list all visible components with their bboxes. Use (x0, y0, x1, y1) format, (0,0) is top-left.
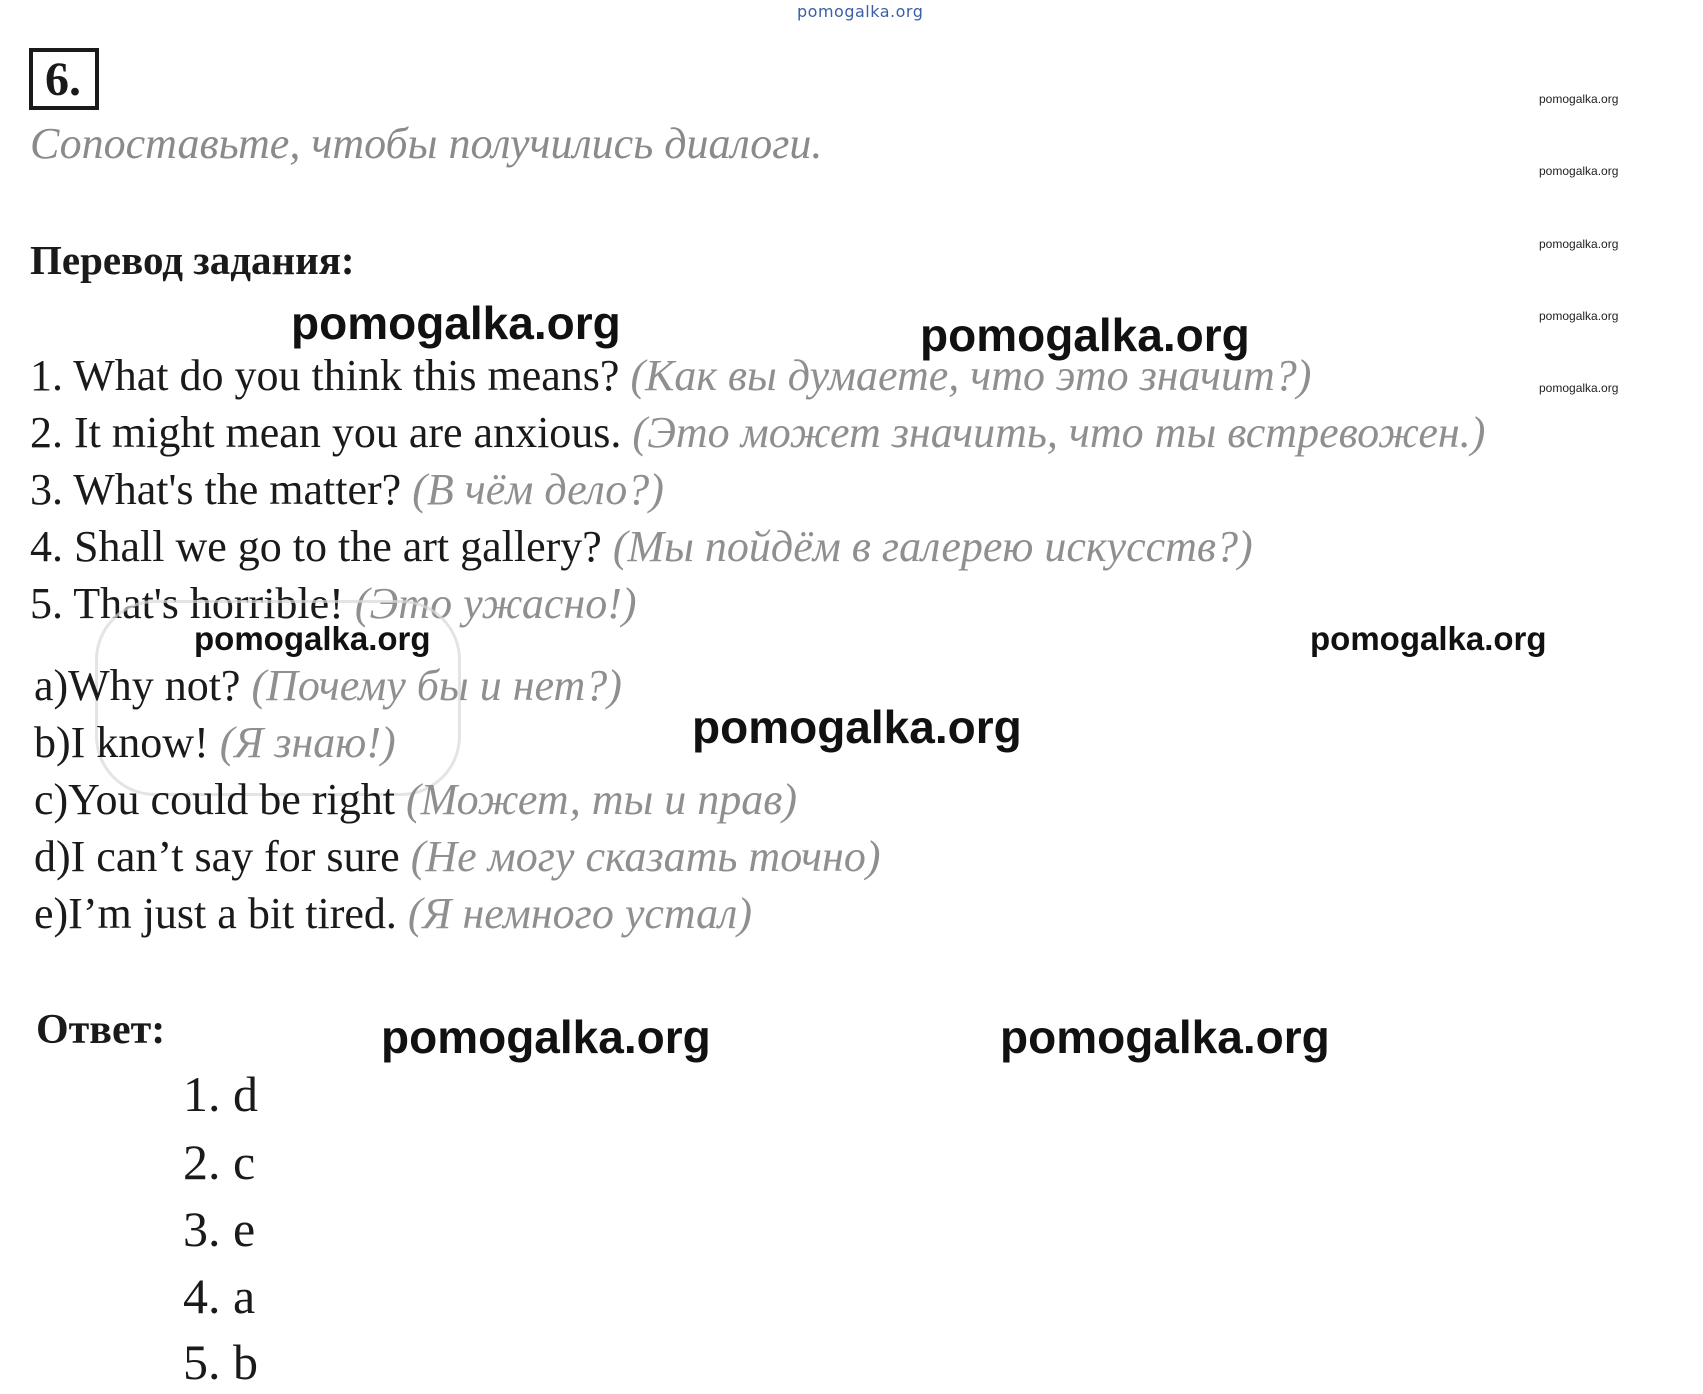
side-watermark: pomogalka.org (1539, 309, 1619, 323)
question-line (30, 407, 1485, 459)
option-translation: (Может, ты и прав) (405, 775, 798, 824)
question-text: 5. That's horrible! (30, 579, 344, 628)
option-translation: (Я знаю!) (219, 718, 396, 767)
side-watermark: pomogalka.org (1539, 164, 1619, 178)
answer-item: 1. d (183, 1066, 258, 1122)
option-line (34, 660, 622, 712)
watermark: pomogalka.org (1000, 1011, 1330, 1063)
option-line (34, 774, 797, 826)
question-line (30, 350, 1311, 402)
side-watermark: pomogalka.org (1539, 92, 1619, 106)
question-text: 3. What's the matter? (30, 465, 402, 514)
question-line (30, 464, 664, 516)
option-translation: (Я немного устал) (407, 889, 753, 938)
option-line (34, 888, 752, 940)
option-text: d)I can’t say for sure (34, 832, 400, 881)
question-text: 2. It might mean you are anxious. (30, 408, 622, 457)
task-instruction: Сопоставьте, чтобы получились диалоги. (30, 119, 823, 168)
question-translation: (Это может значить, что ты встревожен.) (632, 408, 1486, 457)
watermark: pomogalka.org (291, 297, 621, 349)
option-text: a)Why not? (34, 661, 241, 710)
answer-heading: Ответ: (36, 1007, 166, 1053)
question-translation: (Мы пойдём в галерею искусств?) (612, 522, 1253, 571)
option-translation: (Не могу сказать точно) (410, 832, 881, 881)
option-line (34, 831, 881, 883)
question-translation: (Это ужасно!) (354, 579, 637, 628)
option-line (34, 717, 396, 769)
header-watermark: pomogalka.org (797, 2, 924, 21)
watermark: pomogalka.org (692, 701, 1022, 753)
answer-item: 4. a (183, 1268, 256, 1324)
task-number-box (29, 48, 99, 110)
answer-item: 3. e (183, 1201, 256, 1257)
question-translation: (Как вы думаете, что это значит?) (630, 351, 1312, 400)
option-text: e)I’m just a bit tired. (34, 889, 397, 938)
translation-heading: Перевод задания: (30, 237, 355, 283)
side-watermark: pomogalka.org (1539, 237, 1619, 251)
question-text: 1. What do you think this means? (30, 351, 620, 400)
answer-item: 2. c (183, 1134, 256, 1190)
question-translation: (В чём дело?) (412, 465, 664, 514)
answer-item: 5. b (183, 1334, 258, 1390)
task-number: 6. (45, 53, 81, 106)
side-watermark: pomogalka.org (1539, 381, 1619, 395)
watermark: pomogalka.org (1310, 620, 1547, 657)
option-translation: (Почему бы и нет?) (251, 661, 622, 710)
watermark: pomogalka.org (920, 309, 1250, 361)
watermark: pomogalka.org (194, 620, 431, 657)
question-text: 4. Shall we go to the art gallery? (30, 522, 602, 571)
question-line (30, 521, 1253, 573)
option-text: b)I know! (34, 718, 209, 767)
watermark: pomogalka.org (381, 1011, 711, 1063)
option-text: c)You could be right (34, 775, 395, 824)
